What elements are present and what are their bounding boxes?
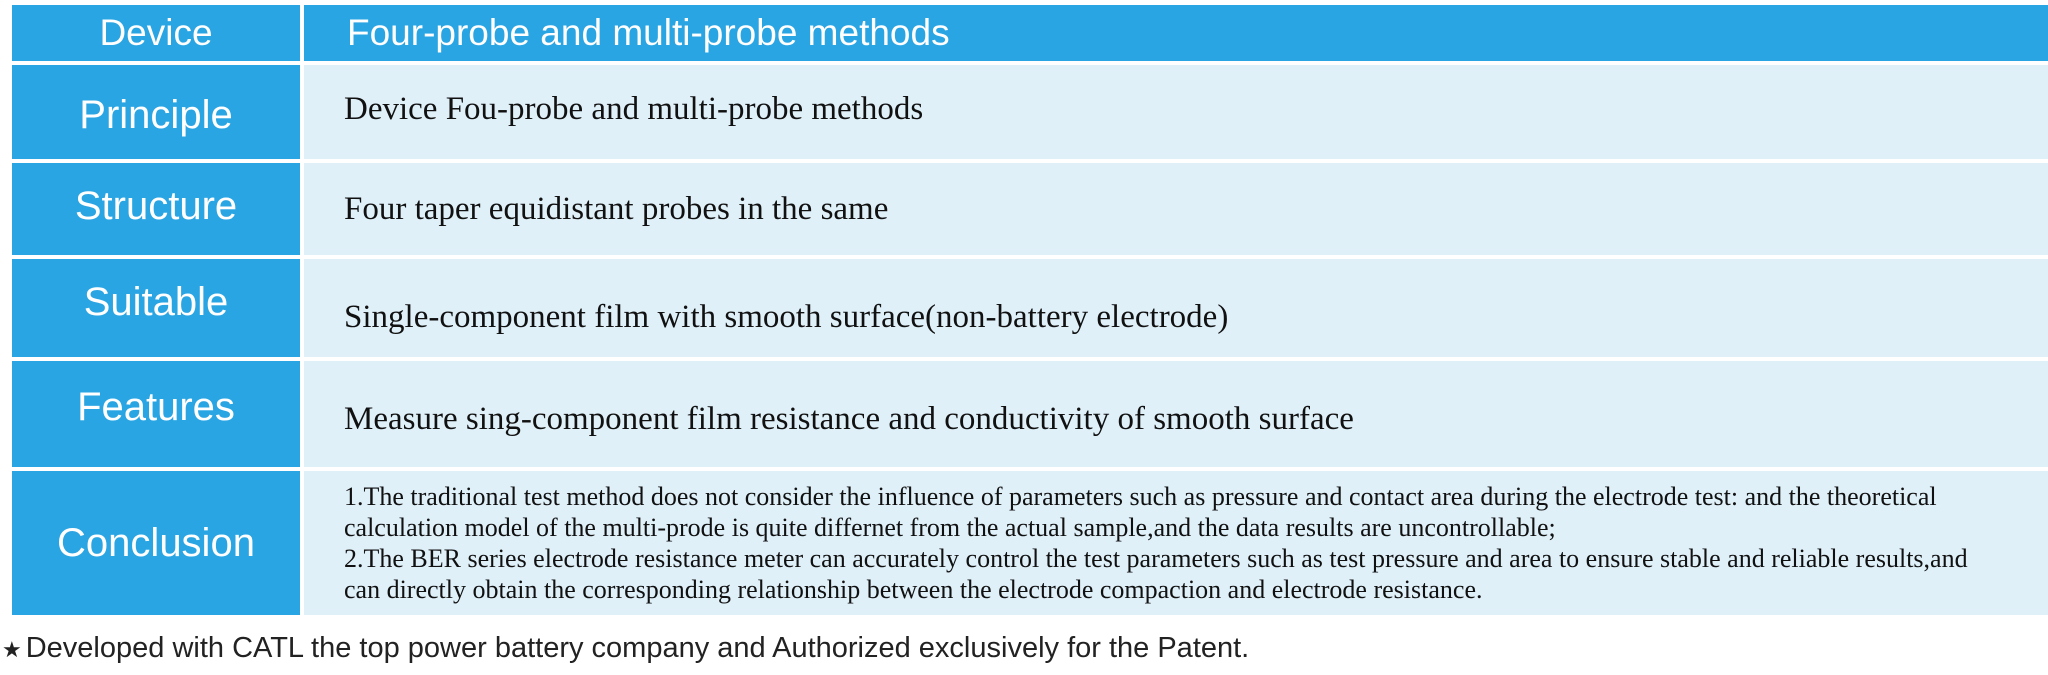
comparison-table: [8, 1, 2048, 619]
header-method: Four-probe and multi-probe methods: [302, 3, 2048, 63]
table-row-suitable: [10, 257, 2048, 359]
row-value-suitable: Single-component film with smooth surface(non-battery electrode): [302, 257, 2048, 359]
header-device: Device: [10, 3, 302, 63]
row-label-features: Features: [10, 359, 302, 469]
row-value-structure: Four taper equidistant probes in the same: [302, 161, 2048, 257]
row-value-principle: Device Fou-probe and multi-probe methods: [302, 63, 2048, 161]
row-label-conclusion: Conclusion: [10, 469, 302, 617]
footnote-text: Developed with CATL the top power battery company and Authorized exclusively for the Patent.: [25, 632, 1250, 664]
conclusion-paragraph-2: 2.The BER series electrode resistance meter can accurately control the test parameters such as test pressure and area to ensure stable and reliable results,and can directly obtain the corresponding relationship between the electrode compaction and electrode resistance.: [344, 544, 1968, 604]
table-header-row: [10, 3, 2048, 63]
table-row-conclusion: [10, 469, 2048, 617]
row-value-conclusion: [302, 469, 2048, 617]
row-label-principle: Principle: [10, 63, 302, 161]
table-row-principle: [10, 63, 2048, 161]
conclusion-paragraph-1: 1.The traditional test method does not consider the influence of parameters such as pressure and contact area during the electrode test: and the theoretical calculation model of the multi-prode is quite differnet from the actual sample,and the data results are uncontrollable;: [344, 482, 1937, 542]
table-row-structure: [10, 161, 2048, 257]
row-label-suitable: Suitable: [10, 257, 302, 359]
row-label-structure: Structure: [10, 161, 302, 257]
row-value-features: Measure sing-component film resistance and conductivity of smooth surface: [302, 359, 2048, 469]
footnote: [2, 632, 1249, 665]
table-row-features: [10, 359, 2048, 469]
star-icon: ★: [2, 638, 22, 663]
